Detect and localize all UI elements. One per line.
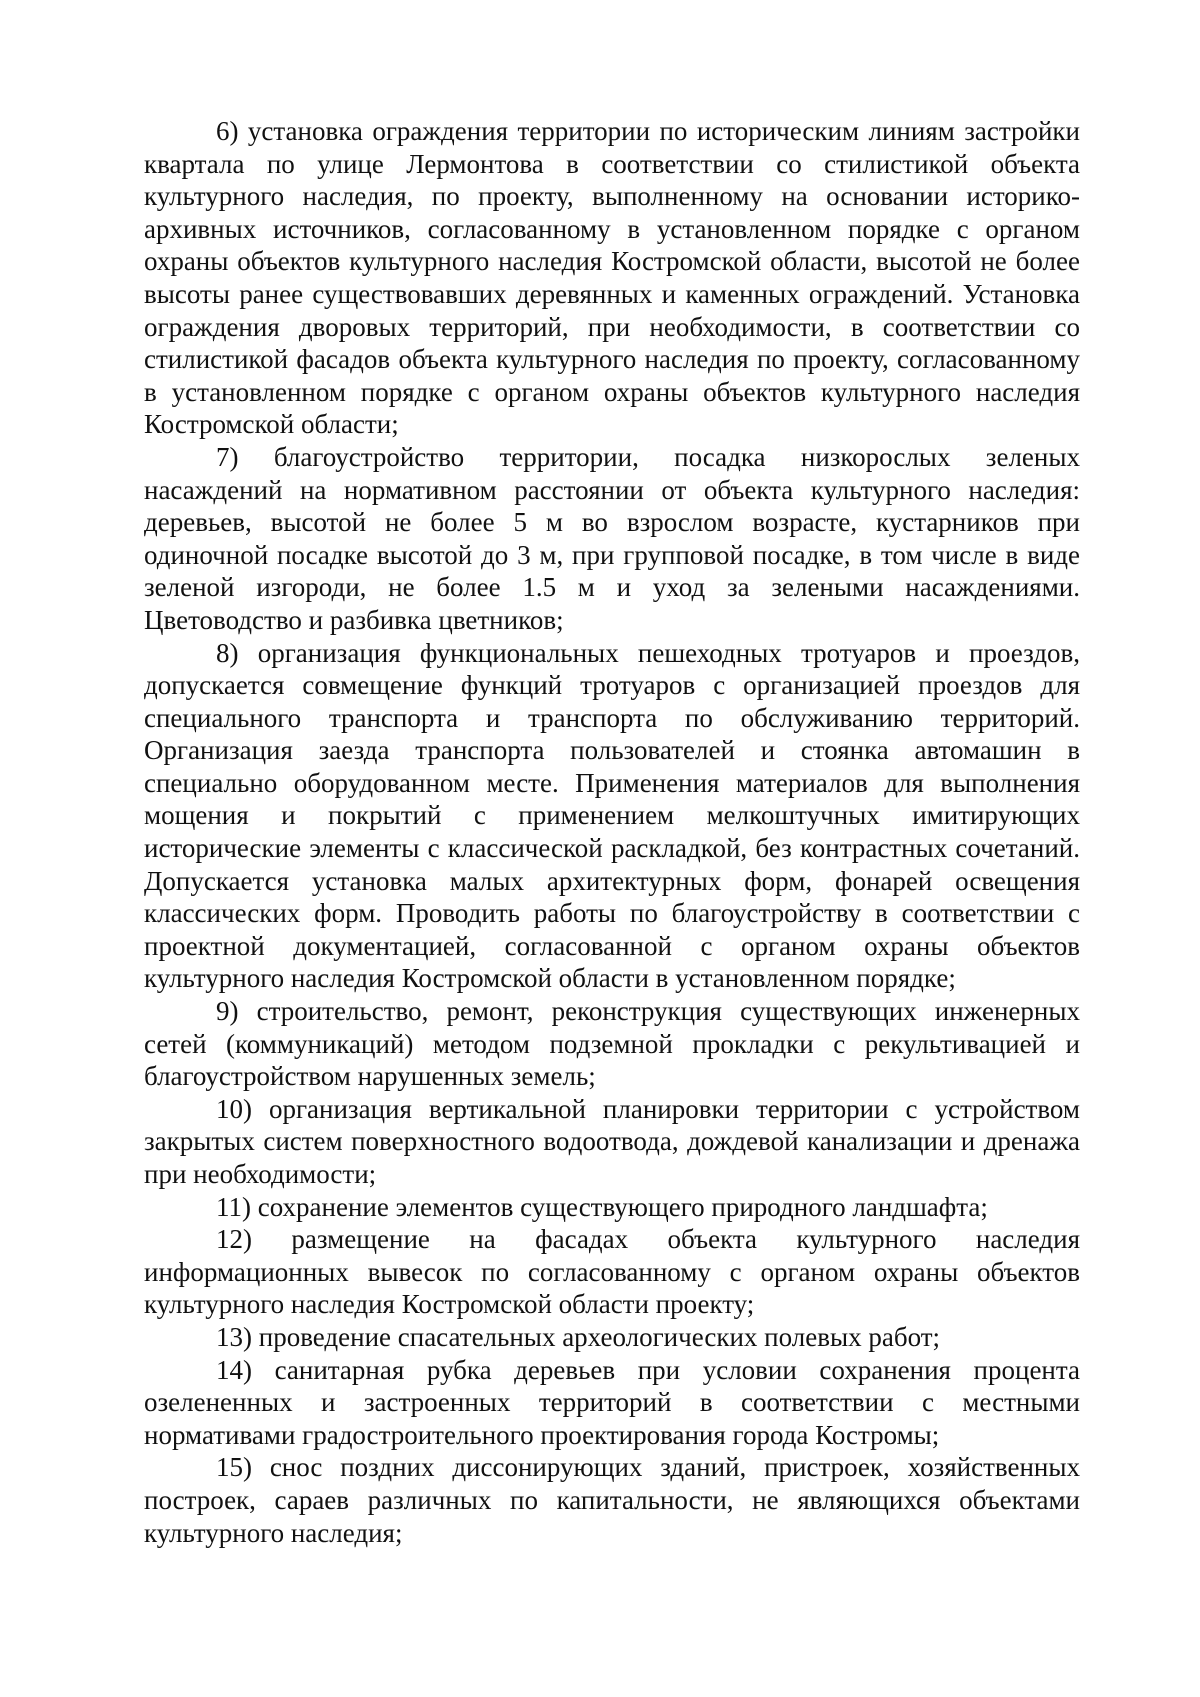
list-item-12: 12) размещение на фасадах объекта культурного наследия информационных вывесок по согласованному с органом охраны объектов культурного наследия Костромской области проекту; [144, 1224, 1080, 1320]
list-item-15: 15) снос поздних диссонирующих зданий, пристроек, хозяйственных построек, сараев различных по капитальности, не являющихся объектами культурного наследия; [144, 1452, 1080, 1548]
document-body [144, 115, 1080, 1549]
list-item-10: 10) организация вертикальной планировки территории с устройством закрытых систем поверхностного водоотвода, дождевой канализации и дренажа при необходимости; [144, 1093, 1080, 1189]
list-item-6: 6) установка ограждения территории по историческим линиям застройки квартала по улице Лермонтова в соответствии со стилистикой объекта культурного наследия, по проекту, выполненному на основании историко-архивных источников, согласованному в установленном порядке с органом охраны объектов культурного наследия Костромской области, высотой не более высоты ранее существовавших деревянных и каменных ограждений. Установка ограждения дворовых территорий, при необходимости, в соответствии со стилистикой фасадов объекта культурного наследия по проекту, согласованному в установленном порядке с органом охраны объектов культурного наследия Костромской области; [144, 116, 1080, 440]
list-item-7: 7) благоустройство территории, посадка низкорослых зеленых насаждений на нормативном расстоянии от объекта культурного наследия: деревьев, высотой не более 5 м во взрослом возрасте, кустарников при одиночной посадке высотой до 3 м, при групповой посадке, в том числе в виде зеленой изгороди, не более 1.5 м и уход за зелеными насаждениями. Цветоводство и разбивка цветников; [144, 441, 1080, 635]
list-item-8: 8) организация функциональных пешеходных тротуаров и проездов, допускается совмещение функций тротуаров с организацией проездов для специального транспорта и транспорта по обслуживанию территорий. Организация заезда транспорта пользователей и стоянка автомашин в специально оборудованном месте. Применения материалов для выполнения мощения и покрытий с применением мелкоштучных имитирующих исторические элементы с классической раскладкой, без контрастных сочетаний. Допускается установка малых архитектурных форм, фонарей освещения классических форм. Проводить работы по благоустройству в соответствии с проектной документацией, согласованной с органом охраны объектов культурного наследия Костромской области в установленном порядке; [144, 637, 1080, 994]
list-item-13: 13) проведение спасательных археологических полевых работ; [216, 1321, 941, 1352]
list-item-14: 14) санитарная рубка деревьев при условии сохранения процента озелененных и застроенных территорий в соответствии с местными нормативами градостроительного проектирования города Костромы; [144, 1354, 1080, 1450]
list-item-9: 9) строительство, ремонт, реконструкция существующих инженерных сетей (коммуникаций) методом подземной прокладки с рекультивацией и благоустройством нарушенных земель; [144, 996, 1080, 1092]
list-item-11: 11) сохранение элементов существующего природного ландшафта; [216, 1191, 988, 1222]
